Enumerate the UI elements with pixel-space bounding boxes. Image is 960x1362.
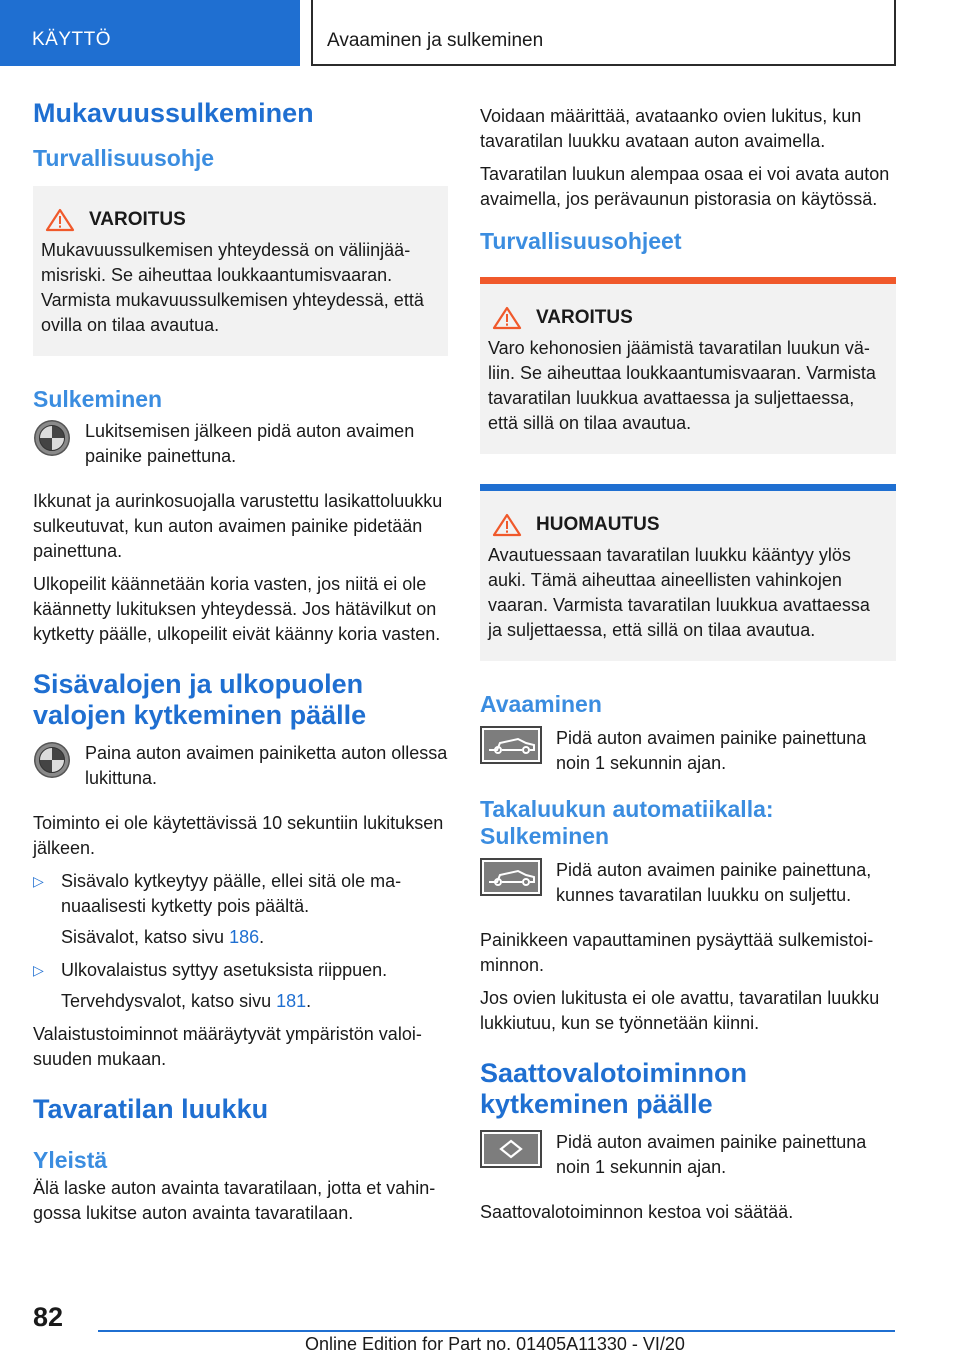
lights-instruction: [33, 741, 448, 791]
warning-text: Varo kehonosien jäämistä tavaratilan luukun väliin. Se aiheuttaa loukkaantumisvaaran. Varmista tavaratilan luukkua avattaessa ja suljettaessa, että sillä on tilaa avautua.: [488, 338, 876, 433]
escort-paragraph: Saattovalotoiminnon kestoa voi säätää.: [480, 1202, 794, 1222]
reference-text: Tervehdysvalot, katso sivu: [61, 991, 277, 1011]
list-item: [33, 958, 448, 1014]
warning-title: VAROITUS: [536, 307, 633, 328]
lights-paragraph-1: Toiminto ei ole käytettävissä 10 sekuntiin lukituksen jälkeen.: [33, 813, 444, 858]
bullet-text: Sisävalo kytkeytyy päälle, ellei sitä ole manuaalisesti kytketty pois päältä.: [61, 871, 402, 916]
bmw-key-button-icon: [33, 419, 71, 457]
bmw-key-button-icon: [33, 741, 71, 779]
closing-icon-text: Lukitsemisen jälkeen pidä auton avaimen painike painettuna.: [85, 421, 415, 466]
escort-instruction: [480, 1130, 896, 1180]
auto-closing-instruction: [480, 858, 896, 908]
notice-box-trunk: [480, 484, 896, 661]
warning-triangle-icon: [492, 306, 522, 330]
heading-safety-note: Turvallisuusohje: [33, 145, 215, 171]
warning-title-row: [488, 306, 888, 330]
right-column: [480, 104, 896, 1233]
heading-auto-closing: Takaluukun automatiikalla: Sulkeminen: [480, 796, 774, 849]
heading-comfort-closing: Mukavuussulkeminen: [33, 98, 314, 128]
section-tab: [0, 0, 300, 66]
edition-note: Online Edition for Part no. 01405A11330 - VI/20: [305, 1334, 685, 1354]
warning-triangle-icon: [45, 208, 75, 232]
auto-paragraph-2: Jos ovien lukitusta ei ole avattu, tavaratilan luukku lukkiutuu, kun se työnnetään kiinni.: [480, 988, 880, 1033]
left-column: [33, 98, 448, 1234]
bullet-text: Ulkovalaistus syttyy asetuksista riippuen.: [61, 960, 388, 980]
heading-escort-light: Saattovalotoiminnon kytkeminen päälle: [480, 1058, 748, 1119]
heading-trunk: Tavaratilan luukku: [33, 1094, 269, 1124]
auto-icon-text: Pidä auton avaimen painike painettuna, kunnes tavaratilan luukku on suljettu.: [556, 860, 872, 905]
closing-instruction: [33, 419, 448, 469]
warning-triangle-icon: [492, 513, 522, 537]
bullet-reference: Sisävalot, katso sivu 186.: [61, 927, 265, 947]
closing-paragraph-2: Ulkopeilit käännetään koria vasten, jos niitä ei ole käännetty lukituksen yhteydessä. Jos hätävilkut on kytketty päälle, ulkopeilit eivät käänny koria vasten.: [33, 574, 441, 644]
heading-opening: Avaaminen: [480, 691, 602, 717]
escort-icon-text: Pidä auton avaimen painike painettuna noin 1 sekunnin ajan.: [556, 1132, 867, 1177]
right-paragraph-2: Tavaratilan luukun alempaa osaa ei voi avata auton avaimella, jos perävaunun pistorasia on käytössä.: [480, 164, 890, 209]
warning-title: VAROITUS: [89, 209, 186, 230]
warning-title-row: [41, 208, 440, 232]
warning-text: Mukavuussulkemisen yhteydessä on väliinjäämisriski. Se aiheuttaa loukkaantumisvaaran. Varmista mukavuussulkemisen yhteydessä, että ovilla on tilaa avautua.: [41, 240, 424, 335]
heading-closing: Sulkeminen: [33, 386, 163, 412]
lights-bullet-list: [33, 869, 448, 1014]
page-number: 82: [33, 1302, 64, 1332]
escort-light-key-button-icon: [480, 1130, 542, 1168]
opening-instruction: [480, 726, 896, 776]
notice-text: Avautuessaan tavaratilan luukku kääntyy ylös auki. Tämä aiheuttaa aineellisten vahinkojen vaaran. Varmista tavaratilan luukkua avattaessa ja suljettaessa, että sillä on tilaa avautua.: [488, 545, 870, 640]
footer-divider: [98, 1330, 895, 1332]
trunk-key-button-icon: [480, 726, 542, 764]
chapter-tab: [311, 0, 896, 66]
warning-box-trunk: [480, 277, 896, 454]
opening-icon-text: Pidä auton avaimen painike painettuna noin 1 sekunnin ajan.: [556, 728, 867, 773]
chapter-label: Avaaminen ja sulkeminen: [327, 30, 544, 51]
heading-safety-notes: Turvallisuusohjeet: [480, 228, 682, 254]
lights-paragraph-2: Valaistustoiminnot määräytyvät ympäristön valoisuuden mukaan.: [33, 1024, 422, 1069]
page-link-181[interactable]: 181: [276, 991, 307, 1011]
section-label: KÄYTTÖ: [32, 29, 112, 50]
closing-paragraph-1: Ikkunat ja aurinkosuojalla varustettu lasikattoluukku sulkeutuvat, kun auton avaimen painike pidetään painettuna.: [33, 491, 443, 561]
trunk-key-button-icon: [480, 858, 542, 896]
bullet-reference: Tervehdysvalot, katso sivu 181.: [61, 991, 312, 1011]
warning-box-comfort: [33, 186, 448, 356]
reference-text: Sisävalot, katso sivu: [61, 927, 230, 947]
lights-icon-text: Paina auton avaimen painiketta auton ollessa lukittuna.: [85, 743, 448, 788]
triangle-bullet-icon: ▷: [33, 962, 44, 978]
general-paragraph: Älä laske auton avainta tavaratilaan, jotta et vahingossa lukitse auton avainta tavaratilaan.: [33, 1178, 436, 1223]
auto-paragraph-1: Painikkeen vapauttaminen pysäyttää sulkemistoiminnon.: [480, 930, 874, 975]
list-item: [33, 869, 448, 950]
heading-general: Yleistä: [33, 1147, 108, 1173]
notice-title: HUOMAUTUS: [536, 514, 660, 535]
heading-lights: Sisävalojen ja ulkopuolen valojen kytkeminen päälle: [33, 669, 367, 730]
right-paragraph-1: Voidaan määrittää, avataanko ovien lukitus, kun tavaratilan luukku avataan auton avaimella.: [480, 106, 862, 151]
triangle-bullet-icon: ▷: [33, 873, 44, 889]
notice-title-row: [488, 513, 888, 537]
page-link-186[interactable]: 186: [229, 927, 260, 947]
